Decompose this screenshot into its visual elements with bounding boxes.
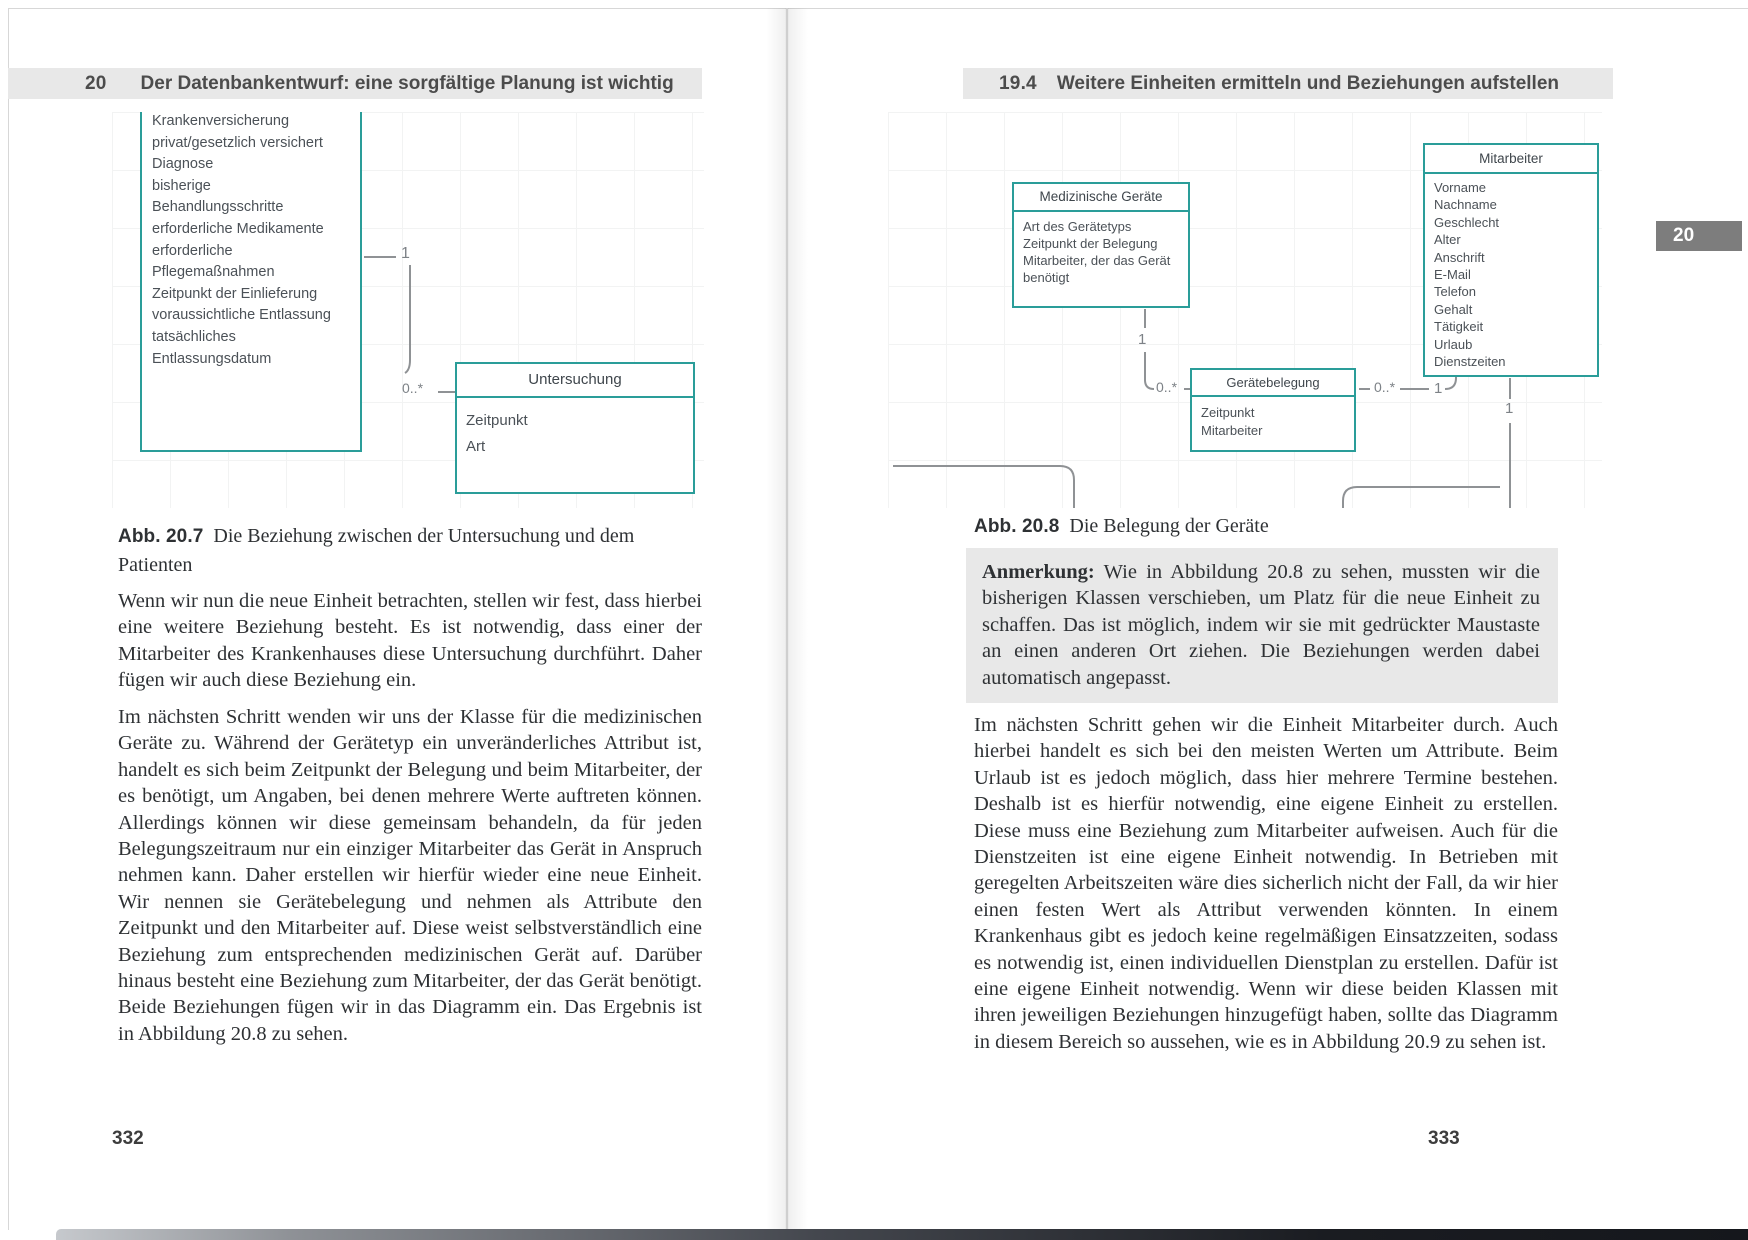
mit-attr: Nachname <box>1434 197 1497 213</box>
right-header-title: Weitere Einheiten ermitteln und Beziehungen aufstellen <box>1056 72 1559 94</box>
uml-class-medizinische-geraete <box>1012 182 1190 308</box>
right-paragraph-1: Im nächsten Schritt gehen wir die Einheit Mitarbeiter durch. Auch hierbei handelt es sich bei den meisten Werten um Attribute. Beim Urlaub ist es jedoch möglich, dass hier mehrere Termine bestehen. Deshalb ist es hierfür notwendig, eine eigene Einheit zu erstellen. Diese muss eine Beziehung zum Mitarbeiter aufweisen. Auch für die Dienstzeiten ist eine eigene Einheit notwendig. In Betrieben mit geregelten Arbeitszeiten wäre dies sicherlich nicht der Fall, da wir hier einen festen Wert als Attribut verwenden könnten. In einem Krankenhaus gibt es jedoch keine regelmäßigen Einsatzzeiten, sodass es notwendig ist, einen individuellen Dienstplan zu erstellen. Dafür ist eine eigene Einheit notwendig. Wenn wir diese beiden Klassen mit ihren jeweiligen Beziehungen hinzugefügt haben, sollte das Diagramm in diesem Bereich so aussehen, wie es in Abbildung 20.9 zu sehen ist. <box>974 714 1558 1053</box>
mit-attr: Anschrift <box>1434 249 1485 265</box>
uml-class-untersuchung <box>455 362 695 494</box>
caption-abb-20-7 <box>118 522 702 580</box>
uml-class-patient <box>140 112 362 452</box>
gb-attr: Mitarbeiter <box>1201 423 1263 438</box>
med-attr: Mitarbeiter, der das Gerät benötigt <box>1023 253 1171 285</box>
left-chapter-number: 20 <box>85 72 107 94</box>
mitarbeiter-title: Mitarbeiter <box>1425 145 1597 174</box>
right-running-header <box>963 68 1613 99</box>
multiplicity-one: 1 <box>1434 380 1443 397</box>
multiplicity-many: 0..* <box>1156 379 1178 395</box>
mit-attr: Dienstzeiten <box>1434 354 1506 370</box>
patient-attr: Krankenversicherung <box>152 113 290 129</box>
page-left-edge <box>8 8 9 1230</box>
untersuchung-title: Untersuchung <box>457 364 693 398</box>
patient-attr: Zeitpunkt der Einlieferung <box>152 285 318 302</box>
uml-class-mitarbeiter <box>1423 143 1599 377</box>
book-bottom-edge <box>56 1229 1748 1240</box>
uml-class-geraetebelegung <box>1190 368 1356 452</box>
med-attr: Art des Gerätetyps <box>1023 219 1132 234</box>
patient-attr: privat/gesetzlich versichert <box>152 134 323 151</box>
multiplicity-many: 0..* <box>1374 379 1396 395</box>
untersuchung-attr: Zeitpunkt <box>466 412 528 429</box>
patient-attr: tatsächliches <box>152 328 236 345</box>
multiplicity-one: 1 <box>1138 331 1147 348</box>
figure-abb-20-8 <box>888 112 1602 508</box>
right-page-number: 333 <box>1428 1128 1460 1149</box>
mit-attr: Geschlecht <box>1434 214 1500 230</box>
caption-abb-20-8 <box>974 512 1558 541</box>
mit-attr: Gehalt <box>1434 301 1473 317</box>
multiplicity-one: 1 <box>1505 400 1514 417</box>
mit-attr: E-Mail <box>1434 267 1471 283</box>
mit-attr: Telefon <box>1434 284 1476 300</box>
caption-label: Abb. 20.8 <box>974 516 1060 537</box>
patient-attr: Entlassungsdatum <box>152 350 272 367</box>
left-running-header <box>8 68 702 99</box>
multiplicity-many: 0..* <box>402 380 424 396</box>
multiplicity-one: 1 <box>401 245 410 262</box>
mit-attr: Vorname <box>1434 180 1487 195</box>
patient-attr: voraussichtliche Entlassung <box>152 307 331 324</box>
medizinische-geraete-title: Medizinische Geräte <box>1014 184 1188 212</box>
mit-attr: Alter <box>1434 232 1461 248</box>
page-top-edge <box>8 8 1748 9</box>
mit-attr: Urlaub <box>1434 336 1473 352</box>
mit-attr: Tätigkeit <box>1434 319 1484 335</box>
geraetebelegung-title: Gerätebelegung <box>1192 370 1354 397</box>
book-gutter-line <box>786 8 788 1229</box>
caption-label: Abb. 20.7 <box>118 526 204 547</box>
untersuchung-attr: Art <box>466 438 486 455</box>
left-page-number: 332 <box>112 1128 144 1149</box>
patient-attr: Pflegemaßnahmen <box>152 264 275 281</box>
chapter-tab: 20 <box>1656 221 1742 251</box>
left-header-title: Der Datenbankentwurf: eine sorgfältige Planung ist wichtig <box>140 72 674 94</box>
right-section-number: 19.4 <box>999 72 1037 94</box>
left-paragraph-1: Wenn wir nun die neue Einheit betrachten, stellen wir fest, dass hierbei eine weitere Beziehung besteht. Es ist notwendig, dass einer der Mitarbeiter des Krankenhauses diese Untersuchung durchführt. Daher fügen wir auch diese Beziehung ein. <box>118 590 702 692</box>
patient-attr: Diagnose <box>152 156 214 173</box>
patient-attr: erforderliche Medikamente <box>152 220 324 237</box>
caption-text: Die Beziehung zwischen der Untersuchung und dem Patienten <box>118 525 635 576</box>
gb-attr: Zeitpunkt <box>1201 405 1255 420</box>
anmerkung-note-box <box>966 548 1558 703</box>
caption-text: Die Belegung der Geräte <box>1069 515 1269 537</box>
figure-abb-20-7 <box>112 112 704 508</box>
patient-attr: bisherige <box>152 177 211 194</box>
patient-attr: erforderliche <box>152 242 233 259</box>
patient-attr: Behandlungsschritte <box>152 199 284 216</box>
anmerkung-text: Wie in Abbildung 20.8 zu sehen, mussten wir die bisherigen Klassen verschieben, um Platz für die neue Einheit zu schaffen. Das ist möglich, indem wir sie mit gedrückter Maustaste an einen anderen Ort ziehen. Die Beziehungen werden dabei automatisch angepasst. <box>982 561 1540 689</box>
med-attr: Zeitpunkt der Belegung <box>1023 236 1158 251</box>
left-paragraph-2: Im nächsten Schritt wenden wir uns der Klasse für die medizinischen Geräte zu. Während der Gerätetyp ein unveränderliches Attribut ist, handelt es sich beim Zeitpunkt der Belegung und beim Mitarbeiter, der es benötigt, um Angaben, bei denen mehrere Werte auftreten können. Allerdings können wir diese gemeinsam behandeln, da für jeden Belegungszeitraum nur ein einziger Mitarbeiter das Gerät in Anspruch nehmen kann. Daher erstellen wir hierfür wieder eine neue Einheit. Wir nennen sie Gerätebelegung und nehmen als Attribute den Zeitpunkt und den Mitarbeiter auf. Diese weist selbstverständlich eine Beziehung zum entsprechenden medizinischen Gerät auf. Darüber hinaus besteht eine Beziehung zum Mitarbeiter, der das Gerät benötigt. Beide Beziehungen fügen wir in das Diagramm ein. Das Ergebnis ist in Abbildung 20.8 zu sehen. <box>118 706 702 1045</box>
anmerkung-label: Anmerkung: <box>982 561 1095 583</box>
